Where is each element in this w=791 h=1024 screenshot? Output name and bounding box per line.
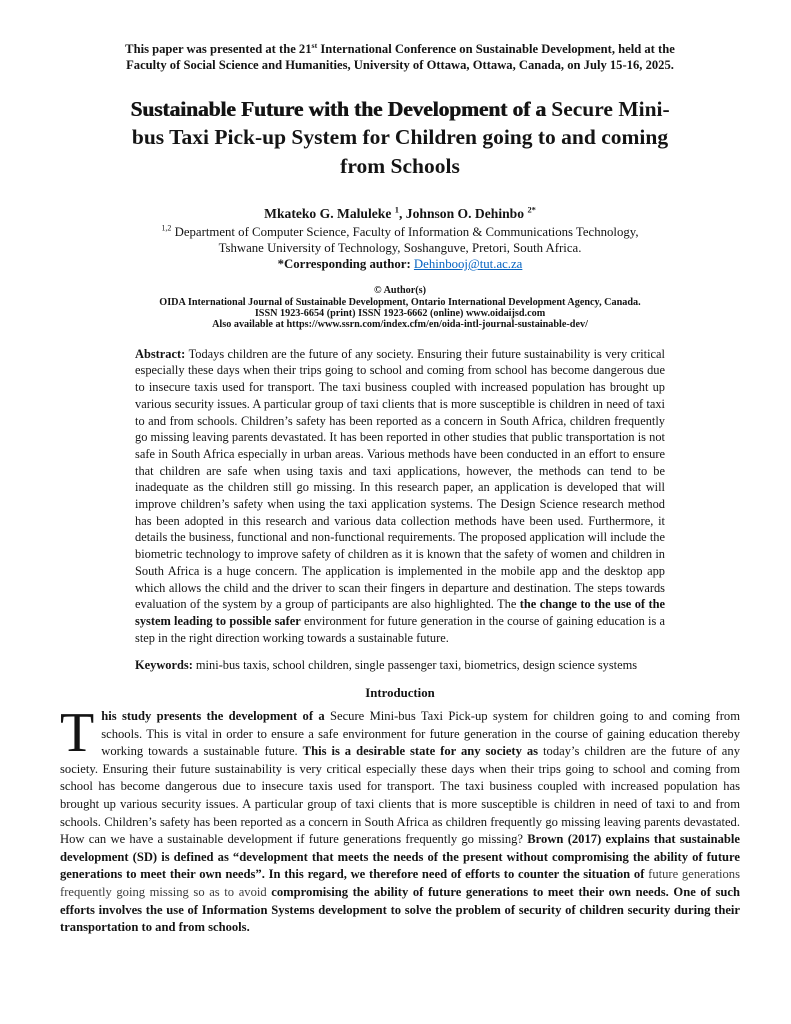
email-link[interactable]: Dehinbooj@tut.ac.za xyxy=(413,257,523,272)
affiliation-line-1: $^{1,2}$ Department of Computer Science, Faculty of Information & Communications Technology, xyxy=(161,223,639,240)
affiliation-block xyxy=(60,224,740,272)
copyright-issn: ISSN 1923-6654 (print) ISSN 1923-6662 (online) www.oidaijsd.com xyxy=(254,307,546,319)
intro-text: his study presents the development of a Secure Mini-bus Taxi Pick-up system for children going to and coming from schools. This is vital in order to ensure a safe environment for future generation in the course of gaining education thereby working towards a sustainable future. This is a desirable state for any society as today’s children are the future of any society. Ensuring their future sustainability is very critical especially these days when their trips going to school and coming from school has become dangerous due to insecure taxis used for transport. The taxi business coupled with increased population has brought up various security issues. A particular group of taxi clients that is more susceptible is children in need of taxi to and from schools. Children’s safety has been reported as a concern in South Africa as children frequently go missing leaving parents devastated. How can we have a sustainable development if future generations frequently go missing? Brown (2017) explains that sustainable development (SD) is defined as “development that meets the needs of the present without compromising the ability of future generations to meet their own needs”. In this regard, we therefore need of efforts to counter the situation of future generations frequently going missing so as to avoid compromising the ability of future generations to meet their own needs. One of such efforts involves the use of Information Systems development to solve the problem of security of children security during their transportation to and from schools. xyxy=(60,709,744,935)
copyright-ssrn-url: Also available at https://www.ssrn.com/index.cfm/en/oida-intl-journal-sustainable-dev/ xyxy=(212,319,588,331)
abstract-paragraph: Abstract: Todays children are the future of any society. Ensuring their future sustainability is very critical especially these days when their trips going to school and coming from school has become dangerous due to insecure taxis used for transport. The taxi business coupled with increased population has brought up various security issues. A particular group of taxi clients that is more susceptible is children in need of taxi to and from schools. Children’s safety has been reported as a concern in South Africa, children frequently go missing leaving parents devastated. It has been reported in other studies that public transportation is not safe in South Africa especially in urban areas. Various methods have been conducted in an effort to ensure that children are safe when using taxis and taxi applications, however, the methods can tend to be inadequate as the children still go missing. In this research paper, an application is developed that will improve children’s safety when using the taxi application systems. The Design Science research method has been adopted in this research and various data collection methods have been used. Furthermore, it details the business, functional and non-functional requirements. The proposed application will include the biometric technology to improve safety of children as it is known that the safety of women and children in South Africa is a huge concern. The application is implemented in the mobile app and the desktop app which allows the child and the driver to scan their fingers in departure and destination. The steps towards evaluation of the system by a group of participants are also highlighted. The the change to the use of the system leading to possible safer environment for future generation in the course of gaining education is a step in the right direction working towards a sustainable future. xyxy=(135,346,669,645)
paper-title-line-2: bus Taxi Pick-up System for Children going to and coming xyxy=(131,125,669,150)
paper-title xyxy=(60,95,740,181)
paper-title-line-3: from Schools xyxy=(340,153,460,178)
paper-title-line-1: Sustainable Future with the Development of a Secure Mini- xyxy=(130,96,670,121)
copyright-authors: © Author(s) xyxy=(373,285,427,297)
drop-cap: T xyxy=(60,702,95,765)
conference-note-line-1: This paper was presented at the 21st International Conference on Sustainable Development, held at the xyxy=(125,40,675,56)
copyright-block xyxy=(60,285,740,331)
affiliation-line-2: Tshwane University of Technology, Soshanguve, Pretori, South Africa. xyxy=(218,241,582,256)
authors-line: Mkateko G. Maluleke $^1$, Johnson O. Dehinbo $^{2*}$ xyxy=(264,204,536,222)
conference-note xyxy=(60,42,740,74)
intro-paragraph xyxy=(60,702,744,937)
introduction-heading: Introduction xyxy=(365,686,435,701)
copyright-journal: OIDA International Journal of Sustainable Development, Ontario International Development Agency, Canada. xyxy=(159,296,641,308)
keywords-paragraph: Keywords: mini-bus taxis, school children, single passenger taxi, biometrics, design science systems xyxy=(135,658,638,673)
corresponding-author-line: *Corresponding author: Dehinbooj@tut.ac.za xyxy=(277,257,523,272)
conference-note-line-2: Faculty of Social Science and Humanities, University of Ottawa, Ottawa, Canada, on July 15-16, 2025. xyxy=(126,57,674,72)
